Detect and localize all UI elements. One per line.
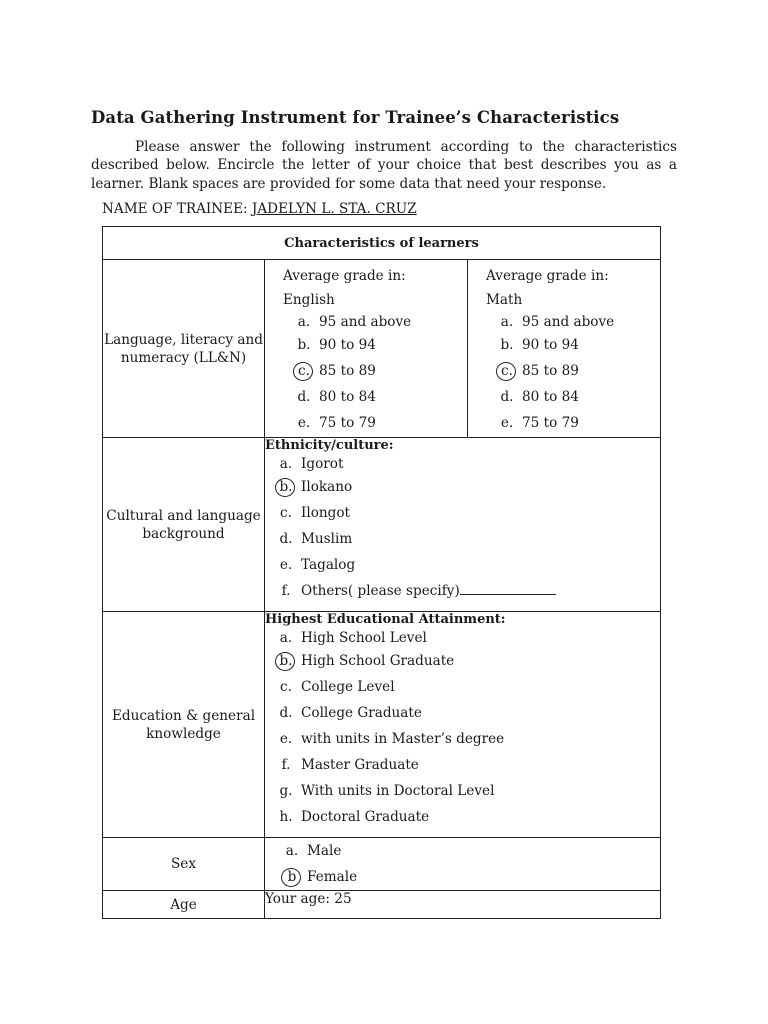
option-text: 85 to 89 xyxy=(319,363,376,379)
culture-cell xyxy=(265,438,661,612)
document-title: Data Gathering Instrument for Trainee’s Characteristics xyxy=(91,108,620,127)
option-item xyxy=(275,552,660,578)
age-value: Your age: 25 xyxy=(265,891,661,919)
specify-blank-line[interactable] xyxy=(460,582,556,595)
option-letter-circled: b. xyxy=(275,648,297,674)
option-item xyxy=(275,804,660,830)
option-item xyxy=(275,700,660,726)
trainee-name-value: JADELYN L. STA. CRUZ xyxy=(251,201,417,217)
instructions-text: Please answer the following instrument according to the characteristics described below. Encircle the letter of your choice that best describes you as a learner. Blank spaces are provided for some data that need your response. xyxy=(91,139,677,192)
lln-english-cell xyxy=(265,260,468,438)
option-letter: e. xyxy=(279,731,293,747)
option-item xyxy=(496,358,660,384)
option-item xyxy=(275,778,660,804)
option-item xyxy=(281,838,660,864)
option-text: 80 to 84 xyxy=(319,389,376,405)
table-row-education xyxy=(103,612,661,838)
option-letter: e. xyxy=(279,557,293,573)
option-item xyxy=(293,312,467,332)
option-item xyxy=(496,312,660,332)
option-text: 80 to 84 xyxy=(522,389,579,405)
option-item xyxy=(275,500,660,526)
table-row-lln xyxy=(103,260,661,438)
trainee-name-line xyxy=(102,201,417,217)
option-text: With units in Doctoral Level xyxy=(301,783,495,799)
math-line2: Math xyxy=(486,292,523,308)
option-text: Female xyxy=(307,869,358,885)
option-letter: a. xyxy=(500,314,514,330)
option-text: Male xyxy=(307,843,342,859)
table-row-age xyxy=(103,891,661,919)
math-options xyxy=(486,312,660,436)
option-letter: b. xyxy=(297,337,311,353)
option-item xyxy=(496,410,660,436)
option-letter: d. xyxy=(279,531,293,547)
option-text: Ilokano xyxy=(301,479,353,495)
option-item xyxy=(293,384,467,410)
option-letter: g. xyxy=(279,783,293,799)
option-text: High School Level xyxy=(301,630,427,646)
option-text: with units in Master’s degree xyxy=(301,731,505,747)
option-text: 85 to 89 xyxy=(522,363,579,379)
option-item xyxy=(275,648,660,674)
english-options xyxy=(283,312,467,436)
option-text: Ilongot xyxy=(301,505,351,521)
option-item xyxy=(275,752,660,778)
option-letter: a. xyxy=(279,456,293,472)
option-text: Igorot xyxy=(301,456,344,472)
english-line2: English xyxy=(283,292,335,308)
instructions-paragraph xyxy=(91,138,677,193)
option-text: College Level xyxy=(301,679,395,695)
option-letter-circled: c. xyxy=(496,358,518,384)
education-heading: Highest Educational Attainment: xyxy=(265,612,506,627)
education-cell xyxy=(265,612,661,838)
table-row-culture xyxy=(103,438,661,612)
option-letter: d. xyxy=(279,705,293,721)
option-letter: e. xyxy=(297,415,311,431)
option-letter: c. xyxy=(280,679,292,695)
option-letter: a. xyxy=(279,630,293,646)
option-letter: f. xyxy=(281,583,291,599)
characteristics-table xyxy=(102,226,661,919)
option-item xyxy=(275,474,660,500)
option-letter-circled: b xyxy=(281,864,303,890)
table-row-sex xyxy=(103,838,661,891)
option-item xyxy=(496,384,660,410)
sex-options xyxy=(265,838,660,890)
option-text: 95 and above xyxy=(522,314,615,330)
education-options xyxy=(265,628,660,830)
option-text: 75 to 79 xyxy=(522,415,579,431)
option-text: Others( please specify) xyxy=(301,583,460,599)
option-letter: a. xyxy=(285,843,299,859)
option-text: Muslim xyxy=(301,531,353,547)
option-text: Tagalog xyxy=(301,557,356,573)
option-text: 95 and above xyxy=(319,314,412,330)
option-text: Doctoral Graduate xyxy=(301,809,430,825)
option-letter: d. xyxy=(297,389,311,405)
option-item xyxy=(275,628,660,648)
sex-label: Sex xyxy=(103,838,265,891)
option-text: 90 to 94 xyxy=(319,337,376,353)
option-text: 75 to 79 xyxy=(319,415,376,431)
option-letter: d. xyxy=(500,389,514,405)
option-text: High School Graduate xyxy=(301,653,455,669)
option-letter: f. xyxy=(281,757,291,773)
option-item xyxy=(275,454,660,474)
option-text: College Graduate xyxy=(301,705,422,721)
sex-cell xyxy=(265,838,661,891)
culture-options xyxy=(265,454,660,604)
math-line1: Average grade in: xyxy=(486,268,609,284)
english-line1: Average grade in: xyxy=(283,268,406,284)
option-item xyxy=(275,526,660,552)
option-item xyxy=(496,332,660,358)
option-letter: h. xyxy=(279,809,293,825)
lln-label: Language, literacy and numeracy (LL&N) xyxy=(103,260,265,438)
age-label: Age xyxy=(103,891,265,919)
option-item xyxy=(275,578,660,604)
option-item xyxy=(293,332,467,358)
option-letter-circled: b. xyxy=(275,474,297,500)
culture-heading: Ethnicity/culture: xyxy=(265,438,394,453)
option-item xyxy=(293,358,467,384)
education-label: Education & general knowledge xyxy=(103,612,265,838)
option-letter: c. xyxy=(280,505,292,521)
option-item xyxy=(275,726,660,752)
option-letter: a. xyxy=(297,314,311,330)
option-text: 90 to 94 xyxy=(522,337,579,353)
option-letter: e. xyxy=(500,415,514,431)
option-text: Master Graduate xyxy=(301,757,419,773)
option-letter-circled: c. xyxy=(293,358,315,384)
culture-label: Cultural and language background xyxy=(103,438,265,612)
option-item xyxy=(293,410,467,436)
trainee-name-label: NAME OF TRAINEE: xyxy=(102,201,252,217)
lln-math-cell xyxy=(468,260,661,438)
table-header: Characteristics of learners xyxy=(103,227,661,260)
option-item xyxy=(275,674,660,700)
option-item xyxy=(281,864,660,890)
option-letter: b. xyxy=(500,337,514,353)
